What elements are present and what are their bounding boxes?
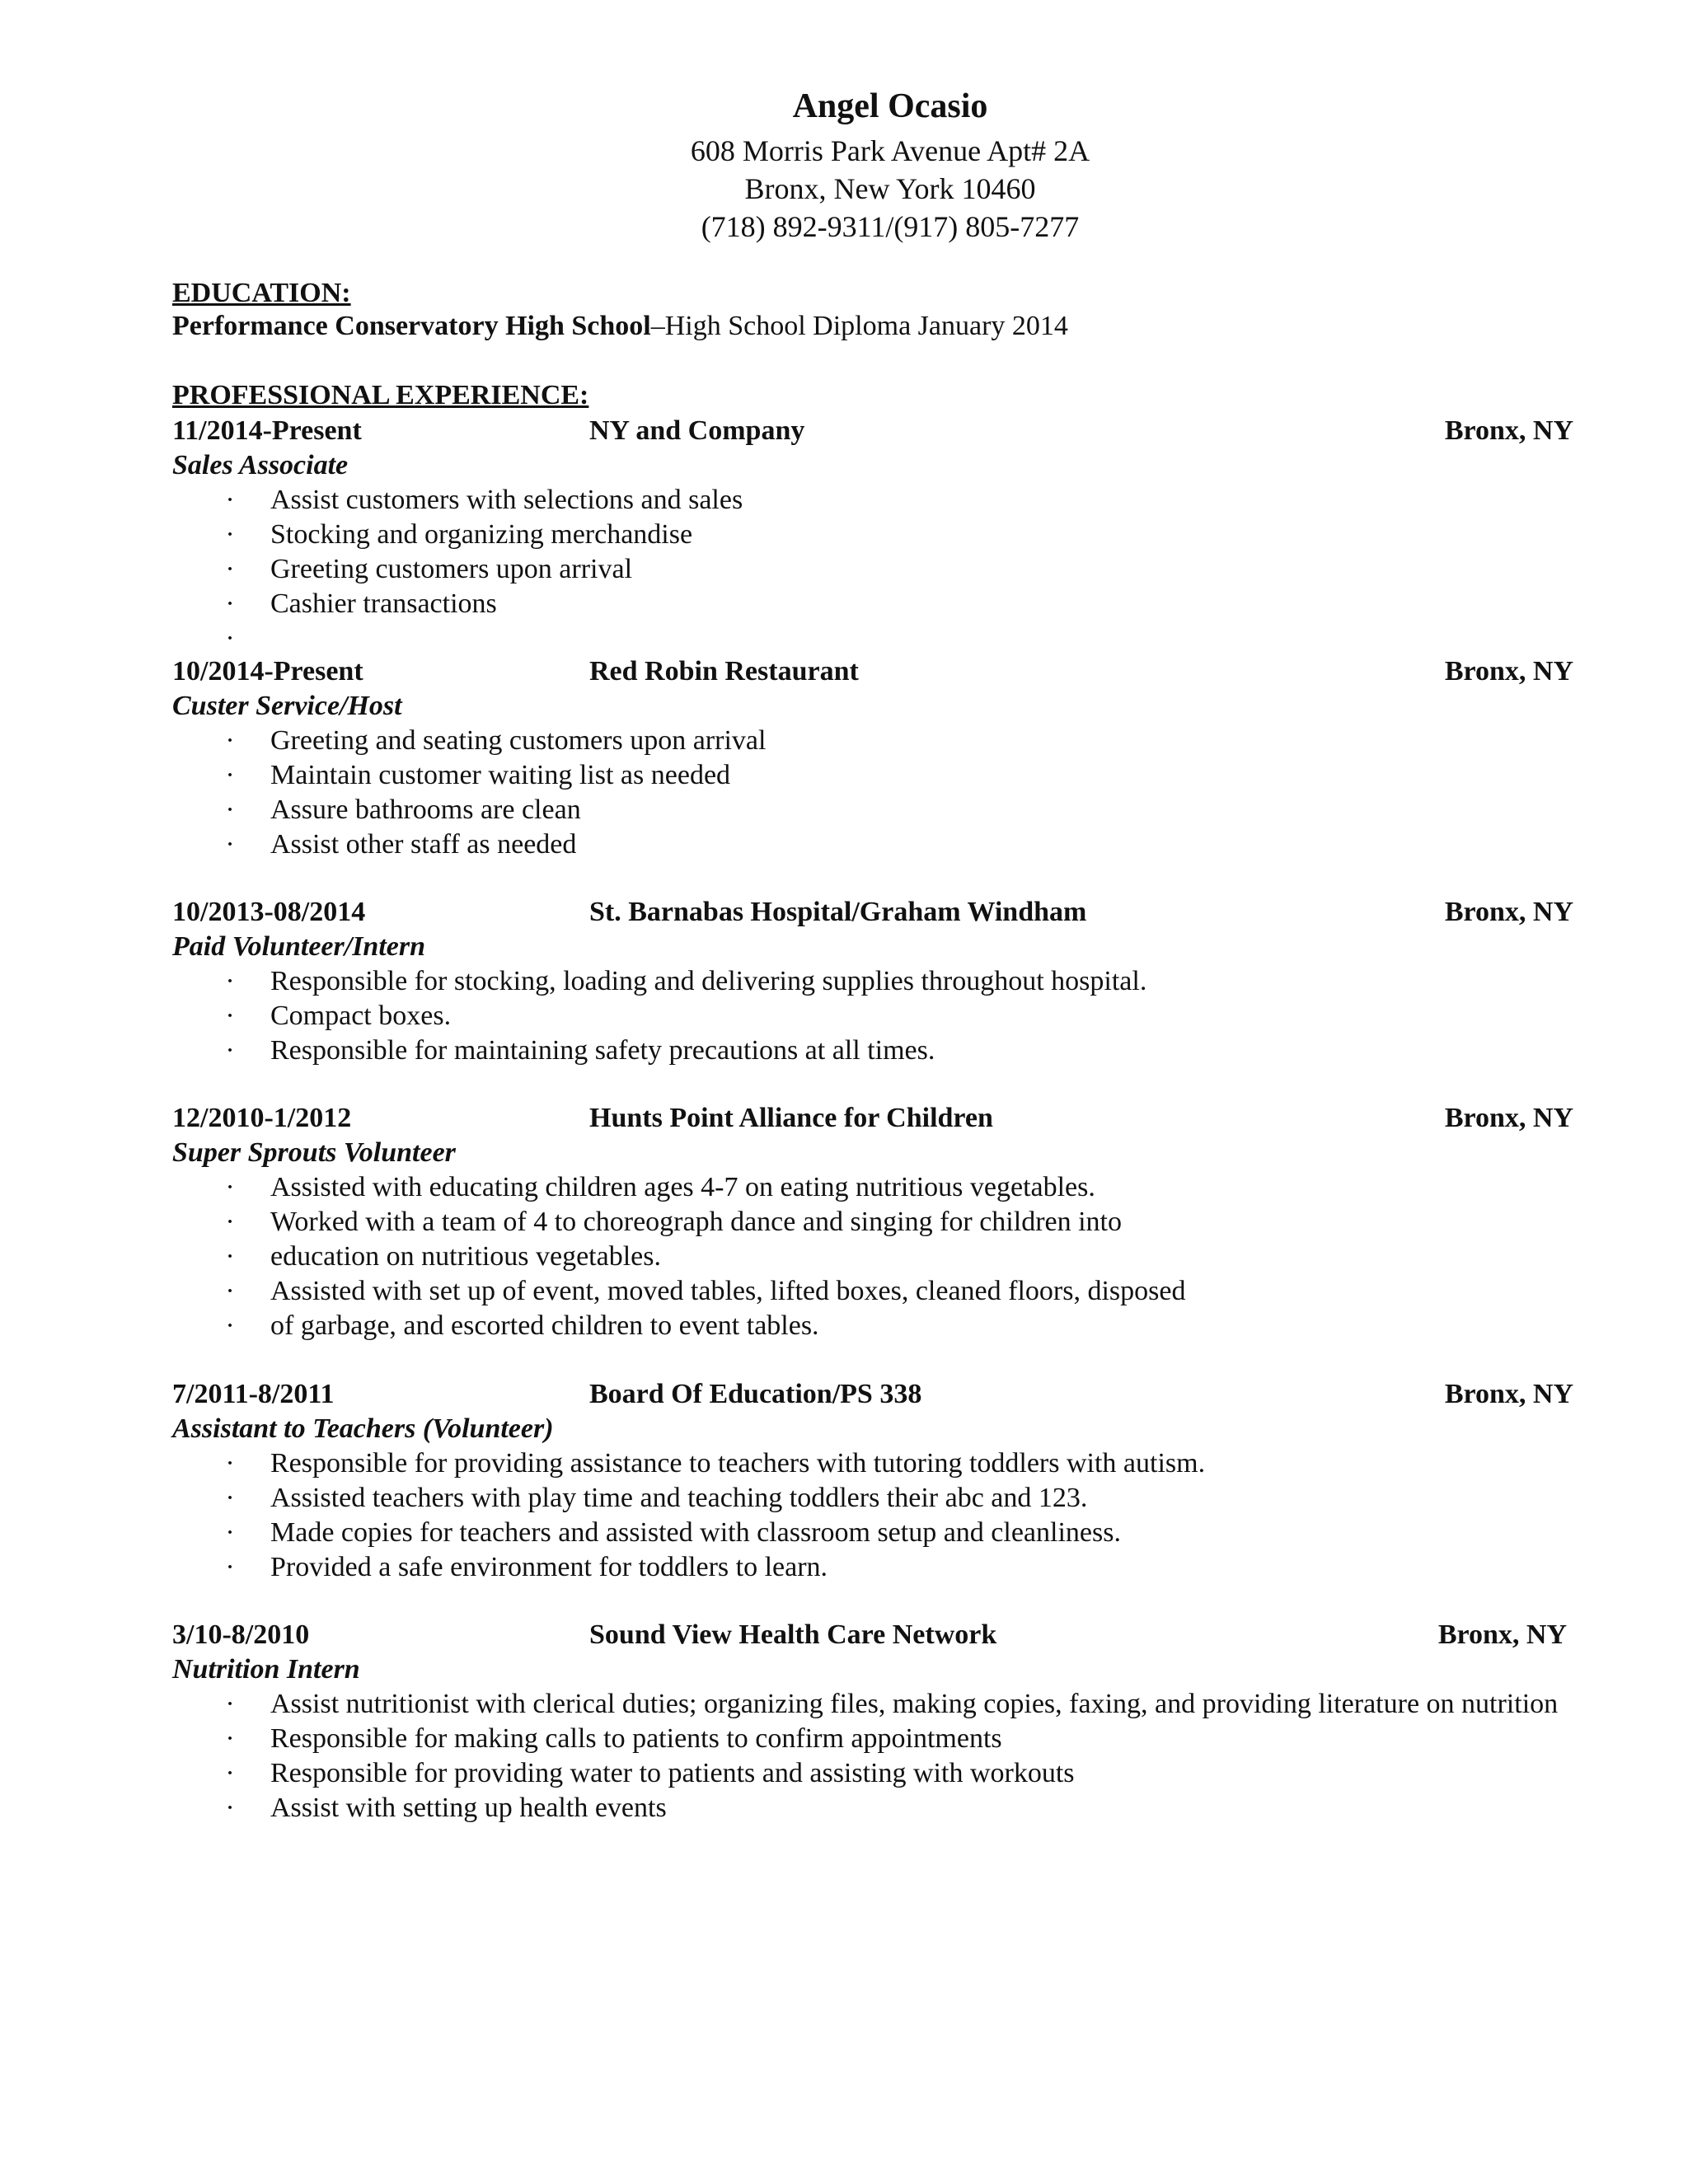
bullet-icon: ·	[225, 1241, 235, 1272]
bullet-icon: ·	[225, 1207, 235, 1237]
job-company: St. Barnabas Hospital/Graham Windham	[589, 897, 1087, 927]
duty-item	[172, 1722, 1630, 1756]
bullet-icon: ·	[225, 1723, 235, 1754]
resume-header	[0, 81, 1688, 246]
duty-item	[172, 483, 1630, 518]
duty-item	[172, 1550, 1630, 1585]
duty-text: Made copies for teachers and assisted with classroom setup and cleanliness.	[270, 1517, 1121, 1548]
job-company: Board Of Education/PS 338	[589, 1379, 922, 1409]
bullet-icon: ·	[225, 1758, 235, 1788]
job-dates: 3/10-8/2010	[172, 1619, 310, 1650]
job-company: Sound View Health Care Network	[589, 1619, 997, 1650]
bullet-icon: ·	[225, 588, 235, 619]
bullet-icon: ·	[225, 1448, 235, 1479]
duty-text: Stocking and organizing merchandise	[270, 519, 693, 550]
duty-item	[172, 793, 1630, 827]
job-entry	[172, 1618, 1573, 1825]
duty-item	[172, 1170, 1630, 1205]
duty-text: Responsible for maintaining safety precautions at all times.	[270, 1035, 935, 1066]
duties-list	[172, 1170, 1573, 1343]
job-header	[172, 1377, 1573, 1412]
duty-text: Assist customers with selections and sales	[270, 485, 743, 515]
duty-item	[172, 758, 1630, 793]
duty-item	[172, 964, 1630, 999]
job-title: Assistant to Teachers (Volunteer)	[172, 1413, 554, 1444]
duty-text: Provided a safe environment for toddlers to learn.	[270, 1552, 828, 1582]
bullet-icon: ·	[225, 760, 235, 790]
job-header	[172, 1618, 1573, 1652]
duty-item	[172, 999, 1630, 1033]
bullet-icon: ·	[225, 1793, 235, 1823]
job-entry	[172, 414, 1573, 654]
job-company: NY and Company	[589, 415, 805, 446]
bullet-icon: ·	[225, 1276, 235, 1306]
job-header	[172, 1101, 1573, 1136]
duty-text: Greeting and seating customers upon arrival	[270, 725, 767, 756]
duty-item	[172, 1481, 1630, 1516]
bullet-icon: ·	[225, 1172, 235, 1202]
school-name: Performance Conservatory High School	[172, 311, 651, 341]
job-title: Custer Service/Host	[172, 691, 402, 721]
duty-item	[172, 724, 1630, 758]
job-location: Bronx, NY	[1444, 1103, 1573, 1133]
duty-text: Assure bathrooms are clean	[270, 794, 581, 825]
job-header	[172, 895, 1573, 930]
bullet-icon: ·	[225, 485, 235, 515]
duty-item	[172, 827, 1630, 862]
bullet-icon: ·	[225, 794, 235, 825]
duty-item	[172, 518, 1630, 552]
job-header	[172, 414, 1573, 448]
duty-item	[172, 1791, 1630, 1825]
bullet-icon: ·	[225, 1001, 235, 1031]
address-line-2: Bronx, New York 10460	[744, 172, 1036, 205]
duty-item	[172, 1687, 1630, 1722]
job-title: Sales Associate	[172, 450, 349, 480]
duty-item	[172, 1240, 1630, 1274]
job-title: Paid Volunteer/Intern	[172, 931, 426, 962]
job-location: Bronx, NY	[1444, 1379, 1573, 1409]
job-company: Hunts Point Alliance for Children	[589, 1103, 993, 1133]
bullet-icon: ·	[225, 1517, 235, 1548]
duty-text: Assisted with set up of event, moved tables, lifted boxes, cleaned floors, disposed	[270, 1276, 1186, 1306]
duty-item	[172, 1205, 1630, 1240]
bullet-icon: ·	[225, 623, 235, 654]
bullet-icon: ·	[225, 554, 235, 584]
job-title: Super Sprouts Volunteer	[172, 1137, 456, 1168]
duty-text: Assisted with educating children ages 4-7 on eating nutritious vegetables.	[270, 1172, 1095, 1202]
job-dates: 11/2014-Present	[172, 415, 362, 446]
duty-text: Assist with setting up health events	[270, 1793, 667, 1823]
job-company: Red Robin Restaurant	[589, 656, 859, 687]
duties-list	[172, 964, 1573, 1068]
duty-text: Greeting customers upon arrival	[270, 554, 633, 584]
duty-item	[172, 1274, 1630, 1309]
duties-list	[172, 1687, 1573, 1825]
duty-item	[172, 587, 1630, 621]
bullet-icon: ·	[225, 966, 235, 996]
duty-text: Maintain customer waiting list as needed	[270, 760, 731, 790]
duty-item	[172, 1309, 1630, 1343]
duty-text: Responsible for providing assistance to teachers with tutoring toddlers with autism.	[270, 1448, 1206, 1479]
duty-item	[172, 1446, 1630, 1481]
applicant-name: Angel Ocasio	[792, 87, 988, 125]
job-dates: 10/2013-08/2014	[172, 897, 366, 927]
bullet-icon: ·	[225, 1310, 235, 1341]
experience-heading: PROFESSIONAL EXPERIENCE:	[172, 380, 589, 410]
duty-text: of garbage, and escorted children to event tables.	[270, 1310, 819, 1341]
duty-text: education on nutritious vegetables.	[270, 1241, 661, 1272]
job-location: Bronx, NY	[1444, 656, 1573, 687]
duty-text: Assisted teachers with play time and teaching toddlers their abc and 123.	[270, 1483, 1088, 1513]
bullet-icon: ·	[225, 725, 235, 756]
duty-text: Responsible for making calls to patients to confirm appointments	[270, 1723, 1002, 1754]
job-location: Bronx, NY	[1444, 897, 1573, 927]
job-dates: 12/2010-1/2012	[172, 1103, 352, 1133]
duty-item	[172, 552, 1630, 587]
duties-list	[172, 1446, 1573, 1585]
duties-list	[172, 724, 1573, 862]
bullet-icon: ·	[225, 1483, 235, 1513]
duty-text: Assist other staff as needed	[270, 829, 577, 860]
job-entry	[172, 895, 1573, 1068]
address-line-1: 608 Morris Park Avenue Apt# 2A	[690, 134, 1090, 167]
education-heading: EDUCATION:	[172, 278, 351, 308]
education-detail: –High School Diploma January 2014	[650, 311, 1068, 341]
job-entry	[172, 1101, 1573, 1343]
job-location: Bronx, NY	[1437, 1619, 1567, 1650]
job-location: Bronx, NY	[1444, 415, 1573, 446]
duties-list	[172, 483, 1573, 654]
bullet-icon: ·	[225, 519, 235, 550]
duty-text: Responsible for stocking, loading and delivering supplies throughout hospital.	[270, 966, 1147, 996]
job-entry	[172, 654, 1573, 862]
bullet-icon: ·	[225, 829, 235, 860]
bullet-icon: ·	[225, 1552, 235, 1582]
duty-item	[172, 1516, 1630, 1550]
job-header	[172, 654, 1573, 689]
job-title: Nutrition Intern	[172, 1654, 360, 1685]
job-dates: 10/2014-Present	[172, 656, 363, 687]
job-entry	[172, 1377, 1573, 1585]
duty-text: Worked with a team of 4 to choreograph dance and singing for children into	[270, 1207, 1122, 1237]
duty-item	[172, 1033, 1630, 1068]
job-dates: 7/2011-8/2011	[172, 1379, 335, 1409]
phone-numbers: (718) 892-9311/(917) 805-7277	[701, 210, 1080, 243]
bullet-icon: ·	[225, 1035, 235, 1066]
duty-text: Responsible for providing water to patients and assisting with workouts	[270, 1758, 1075, 1788]
duty-text: Compact boxes.	[270, 1001, 452, 1031]
duty-item	[172, 1756, 1630, 1791]
education-entry	[172, 310, 1068, 343]
duty-text: Cashier transactions	[270, 588, 497, 619]
bullet-icon: ·	[225, 1689, 235, 1719]
duty-text: Assist nutritionist with clerical duties; organizing files, making copies, faxing, and providing literature on nutrition	[270, 1689, 1559, 1719]
